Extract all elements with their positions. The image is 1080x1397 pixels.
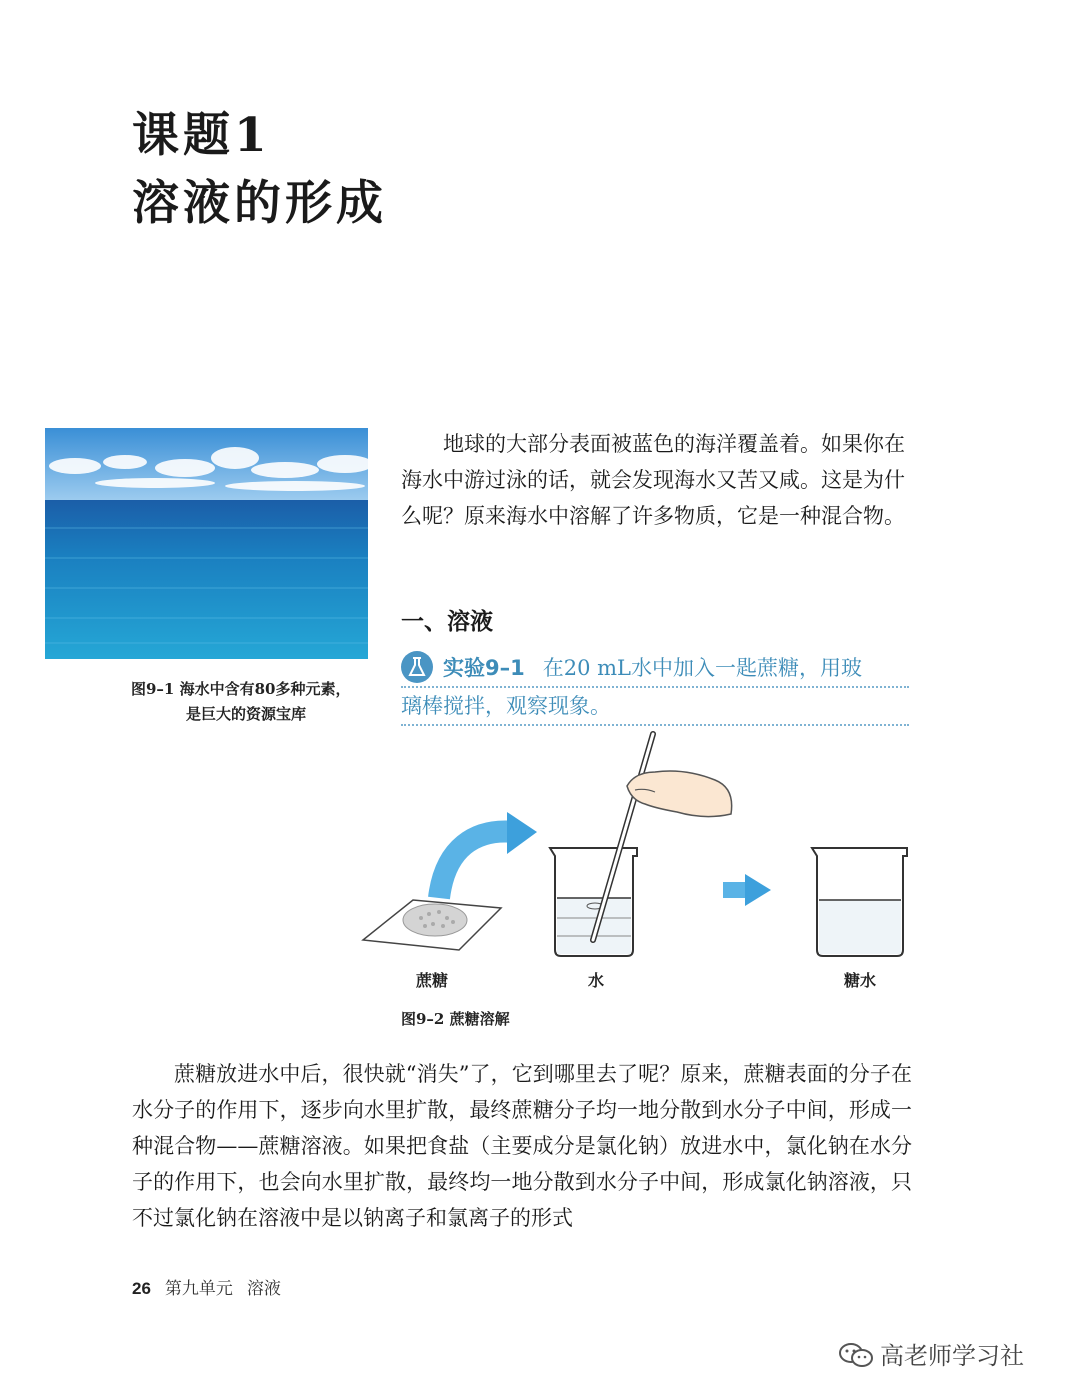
body-paragraph bbox=[132, 1056, 912, 1236]
figure1-caption-line1: 图9–1 海水中含有80多种元素， bbox=[131, 680, 351, 698]
label-water: 水 bbox=[588, 971, 605, 990]
hand-icon bbox=[627, 771, 732, 817]
page-number: 26 bbox=[132, 1279, 151, 1298]
experiment-text-line1: 在20 mL水中加入一匙蔗糖，用玻 bbox=[542, 656, 862, 680]
experiment-label: 实验9–1 bbox=[443, 656, 525, 680]
experiment-line1 bbox=[401, 650, 909, 688]
sugar-on-paper-icon bbox=[363, 900, 501, 950]
sea-photo bbox=[45, 428, 368, 659]
watermark bbox=[838, 1336, 1024, 1371]
sugar-dissolving-illustration bbox=[355, 728, 915, 990]
footer-topic: 溶液 bbox=[246, 1279, 281, 1298]
watermark-text: 高老师学习社 bbox=[880, 1342, 1024, 1370]
label-sugar: 蔗糖 bbox=[416, 971, 449, 990]
flask-icon bbox=[401, 651, 433, 683]
lesson-number-title: 课题1 bbox=[132, 108, 271, 163]
figure1-caption-line2: 是巨大的资源宝库 bbox=[186, 705, 307, 723]
experiment-text-line2: 璃棒搅拌，观察现象。 bbox=[401, 694, 611, 718]
label-sugar-water: 糖水 bbox=[844, 971, 877, 990]
intro-text: 地球的大部分表面被蓝色的海洋覆盖着。如果你在海水中游过泳的话，就会发现海水又苦又咸。这是为什么呢？原来海水中溶解了许多物质，它是一种混合物。 bbox=[401, 432, 905, 528]
wechat-icon bbox=[838, 1341, 874, 1369]
figure2-caption: 图9–2 蔗糖溶解 bbox=[401, 1010, 510, 1028]
experiment-line2 bbox=[401, 688, 909, 726]
footer-unit: 第九单元 bbox=[164, 1279, 233, 1298]
experiment-box bbox=[401, 650, 909, 726]
curved-arrow-icon bbox=[439, 812, 537, 898]
page-footer bbox=[132, 1274, 281, 1299]
body-text: 蔗糖放进水中后，很快就“消失”了，它到哪里去了呢？原来，蔗糖表面的分子在水分子的作用下，逐步向水里扩散，最终蔗糖分子均一地分散到水分子中间，形成一种混合物——蔗糖溶液。如果把食盐（主要成分是氯化钠）放进水中，氯化钠在水分子的作用下，也会向水里扩散，最终均一地分散到水分子中间，形成氯化钠溶液，只不过氯化钠在溶液中是以钠离子和氯离子的形式 bbox=[132, 1062, 912, 1230]
intro-paragraph bbox=[401, 426, 909, 534]
arrow-right-icon bbox=[723, 874, 771, 906]
beaker-sugar-water-icon bbox=[812, 848, 907, 956]
section-heading: 一、溶液 bbox=[401, 609, 493, 635]
lesson-title: 溶液的形成 bbox=[132, 176, 387, 231]
